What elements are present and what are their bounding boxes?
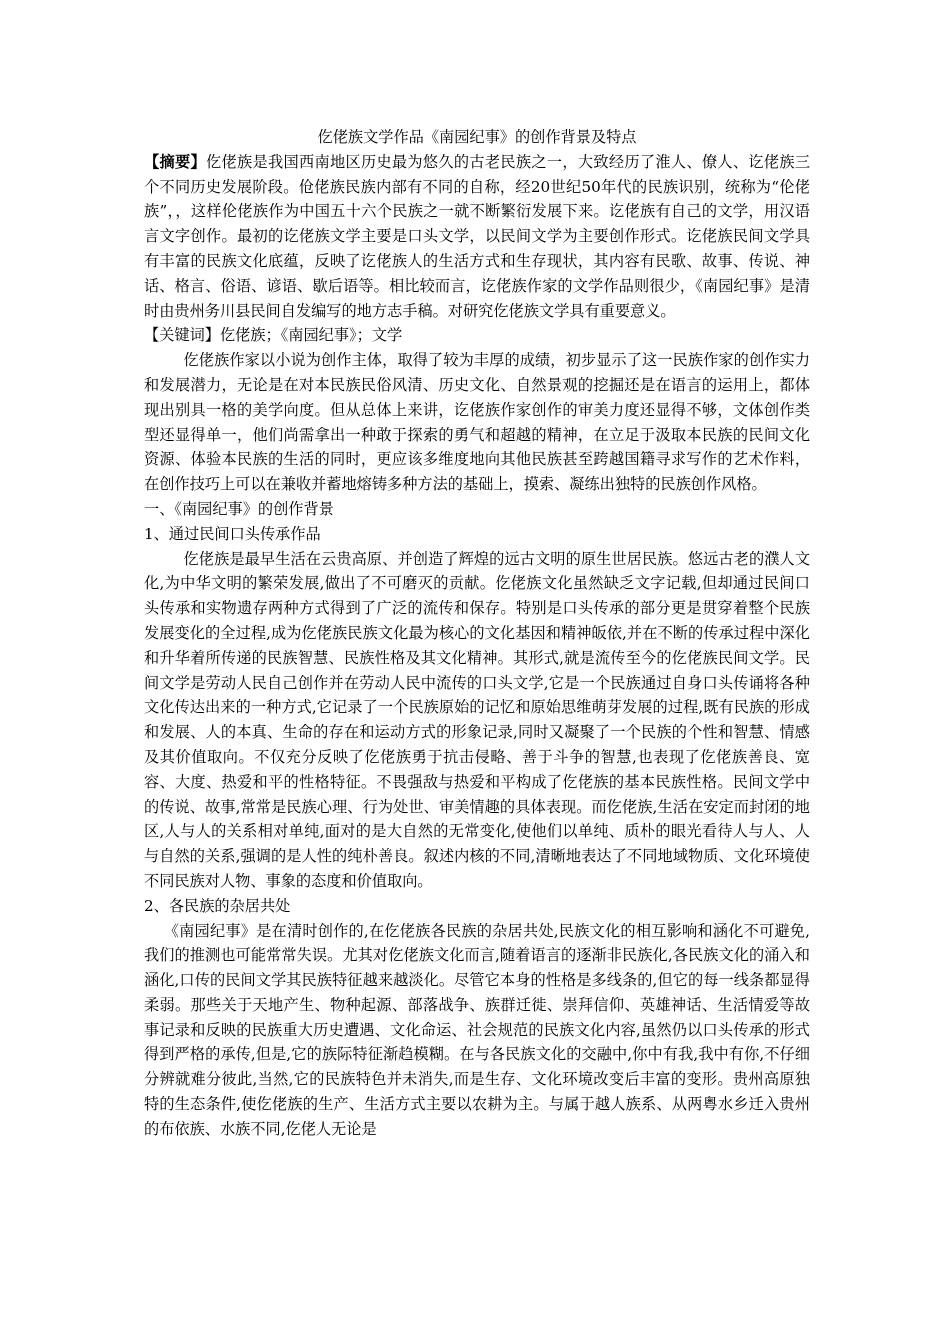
abstract-text: 仡佬族是我国西南地区历史最为悠久的古老民族之一，大致经历了淮人、僚人、讫佬族三个不同历史发展阶段。伧佬族民族内部有不同的自称，经20世纪50年代的民族识别，统称为“伦佬族”，，这样伦佬族作为中国五十六个民族之一就不断繁衍发展下来。讫佬族有自己的文学，用汉语言文字创作。最初的讫佬族文学主要是口头文学，以民间文学为主要创作形式。讫佬族民间文学具有丰富的民族文化底蕴，反映了讫佬族人的生活方式和生存现状，其内容有民歌、故事、传说、神话、格言、俗语、谚语、歇后语等。相比较而言，讫佬族作家的文学作品则很少，《南园纪事》是清时由贵州务川县民间自发编写的地方志手稿。对研究仡佬族文学具有重要意义。 [144, 152, 811, 320]
subsection1-heading: 1、通过民间口头传承作品 [144, 524, 321, 543]
abstract [144, 150, 810, 324]
intro-paragraph: 仡佬族作家以小说为创作主体，取得了较为丰厚的成绩，初步显示了这一民族作家的创作实力和发展潜力，无论是在对本民族民俗风清、历史文化、自然景观的挖掘还是在语言的运用上，都体现出别具一格的美学向度。但从总体上来讲，讫佬族作家创作的审美力度还显得不够，文体创作类型还显得单一，他们尚需拿出一种敢于探索的勇气和超越的精神，在立足于汲取本民族的民间文化资源、体验本民族的生活的同时，更应该多维度地向其他民族甚至跨越国籍寻求写作的艺术作料，在创作技巧上可以在兼收并蓄地熔铸多种方法的基础上，摸索、凝练出独特的民族创作风格。 [144, 351, 810, 494]
subsection2-paragraph: 《南园纪事》是在清时创作的,在仡佬族各民族的杂居共处,民族文化的相互影响和涵化不可避免,我们的推测也可能常常失误。尤其对仡佬族文化而言,随着语言的逐渐非民族化,各民族文化的涌入和涵化,口传的民间文学其民族特征越来越淡化。尽管它本身的性格是多线条的,但它的每一线条都显得柔弱。那些关于天地产生、物种起源、部落战争、族群迁徙、崇拜信仰、英雄神话、生活情爱等故事记录和反映的民族重大历史遭遇、文化命运、社会规范的民族文化内容,虽然仍以口头传承的形式得到严格的承传,但是,它的族际特征渐趋模糊。在与各民族文化的交融中,你中有我,我中有你,不仔细分辨就难分彼此,当然,它的民族特色并未消失,而是生存、文化环境改变后丰富的变形。贵州高原独特的生态条件,使仡佬族的生产、生活方式主要以农耕为主。与属于越人族系、从两粤水乡迁入贵州的布依族、水族不同,仡佬人无论是 [144, 921, 810, 1138]
keywords-text: 仡佬族；《南园纪事》；文学 [219, 326, 403, 345]
keywords [144, 323, 810, 348]
document-page [144, 125, 810, 1142]
document-title: 仡佬族文学作品《南园纪事》的创作背景及特点 [317, 128, 637, 146]
abstract-label: 【摘要】 [144, 152, 206, 171]
subsection1-paragraph: 仡佬族是最早生活在云贵高原、并创造了辉煌的远古文明的原生世居民族。悠远古老的濮人文化,为中华文明的繁荣发展,做出了不可磨灭的贡献。仡佬族文化虽然缺乏文字记载,但却通过民间口头传承和实物遗存两种方式得到了广泛的流传和保存。特别是口头传承的部分更是贯穿着整个民族发展变化的全过程,成为仡佬族民族文化最为核心的文化基因和精神皈依,并在不断的传承过程中深化和升华着所传递的民族智慧、民族性格及其文化精神。其形式,就是流传至今的仡佬族民间文学。民间文学是劳动人民自己创作并在劳动人民中流传的口头文学,它是一个民族通过自身口头传诵将各种文化传达出来的一种方式,它记录了一个民族原始的记忆和原始思维萌芽发展的过程,既有民族的形成和发展、人的本真、生命的存在和运动方式的形象记录,同时又凝聚了一个民族的个性和智慧、情感及其价值取向。不仅充分反映了仡佬族勇于抗击侵略、善于斗争的智慧,也表现了仡佬族善良、宽容、大度、热爱和平的性格特征。不畏强敌与热爱和平构成了仡佬族的基本民族性格。民间文学中的传说、故事,常常是民族心理、行为处世、审美情趣的具体表现。而仡佬族,生活在安定而封闭的地区,人与人的关系相对单纯,面对的是大自然的无常变化,使他们以单纯、质朴的眼光看待人与人、人与自然的关系,强调的是人性的纯朴善良。叙述内核的不同,清晰地表达了不同地域物质、文化环境使不同民族对人物、事象的态度和价值取向。 [144, 549, 810, 890]
keywords-label: 【关键词】 [144, 326, 220, 345]
subsection2-heading: 2、各民族的杂居共处 [144, 896, 291, 915]
section1-heading: 一、《南园纪事》的创作背景 [144, 499, 334, 518]
